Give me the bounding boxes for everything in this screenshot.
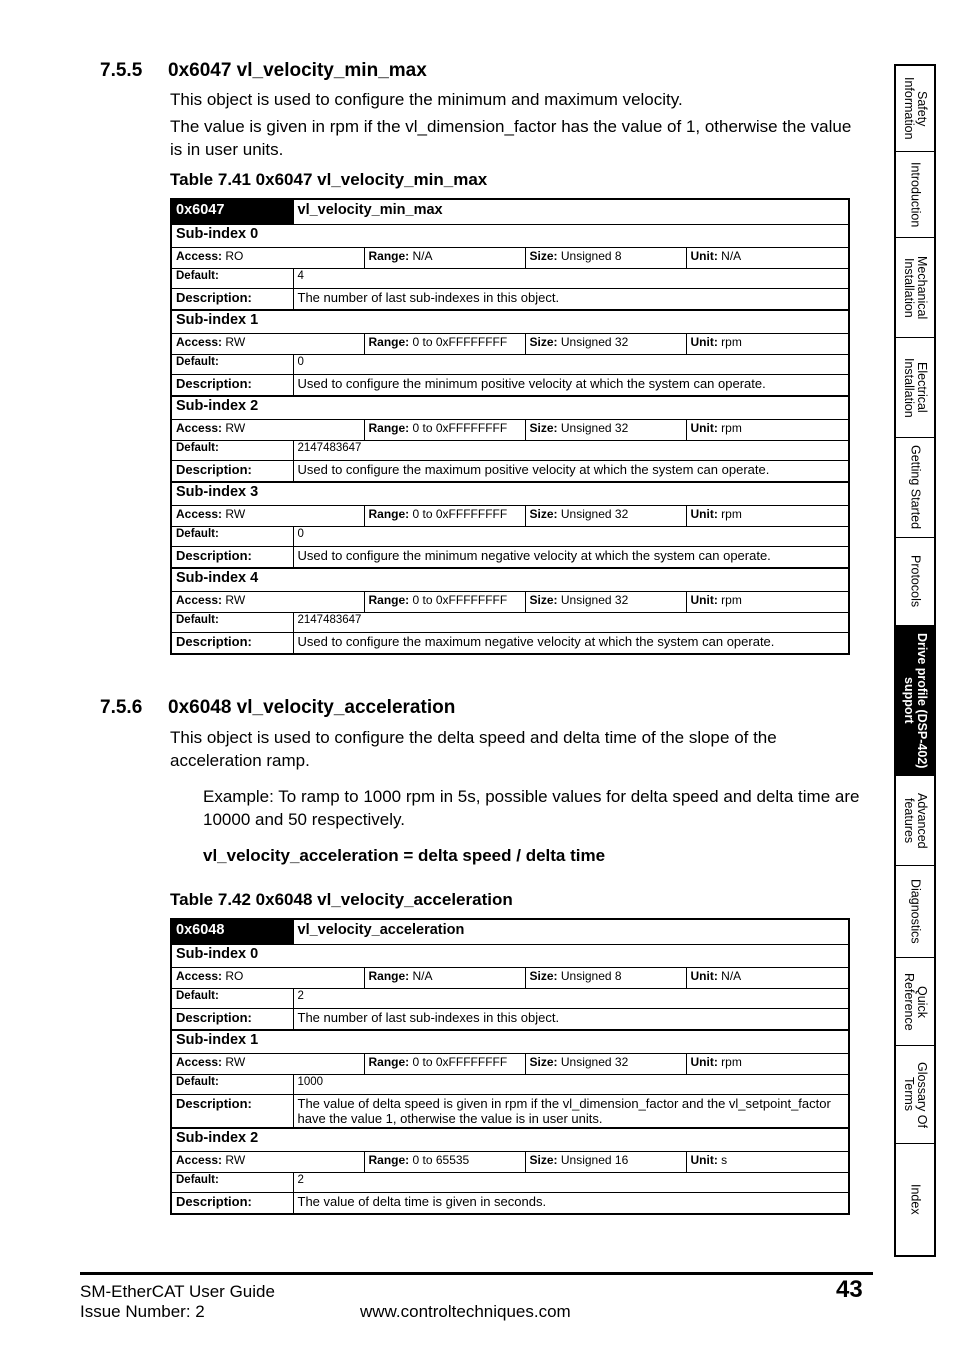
object-name: vl_velocity_min_max — [293, 199, 849, 225]
field-value: rpm — [721, 593, 742, 607]
default-label: Default: — [171, 989, 293, 1009]
subindex-title-row — [171, 945, 849, 968]
access-row — [171, 968, 849, 989]
default-value: 2 — [293, 989, 849, 1009]
section-paragraph: This object is used to configure the delta speed and delta time of the slope of the acceleration ramp. — [170, 728, 777, 770]
access-row — [171, 248, 849, 269]
field-label: Size: — [529, 507, 558, 521]
chapter-tab[interactable] — [896, 152, 934, 238]
range-cell — [364, 506, 525, 527]
table-header-row — [171, 919, 849, 945]
section-number: 7.5.5 — [100, 60, 143, 81]
table-header-row — [171, 199, 849, 225]
object-table-0x6047 — [170, 198, 850, 655]
chapter-tab[interactable] — [896, 776, 934, 866]
field-value: 0 to 0xFFFFFFFF — [412, 421, 508, 435]
field-value: Unsigned 8 — [560, 249, 622, 263]
footer-rule — [80, 1272, 873, 1275]
field-label: Size: — [529, 593, 558, 607]
subindex-title-row — [171, 225, 849, 248]
chapter-tab[interactable] — [896, 538, 934, 626]
description-row — [171, 1095, 849, 1129]
access-cell — [171, 420, 364, 441]
section-paragraph: This object is used to configure the minimum and maximum velocity. — [170, 90, 683, 109]
section-heading-7-5-6 — [100, 697, 455, 719]
chapter-tab-label: Safety Information — [902, 77, 929, 140]
field-value: Unsigned 8 — [560, 969, 622, 983]
field-label: Range: — [368, 421, 410, 435]
field-label: Size: — [529, 421, 558, 435]
object-index: 0x6048 — [171, 919, 293, 945]
unit-cell — [686, 1152, 849, 1173]
field-label: Unit: — [690, 969, 718, 983]
default-row — [171, 1173, 849, 1193]
field-value: RO — [225, 249, 244, 263]
default-row — [171, 269, 849, 289]
default-value: 4 — [293, 269, 849, 289]
size-cell — [525, 592, 686, 613]
default-value: 2147483647 — [293, 441, 849, 461]
chapter-tab-label: Glossary Of Terms — [902, 1061, 929, 1128]
default-row — [171, 355, 849, 375]
section-paragraph: The value is given in rpm if the vl_dimension_factor has the value of 1, otherwise the value is in user units. — [170, 117, 852, 159]
chapter-tab-label: Introduction — [908, 161, 923, 228]
chapter-tab[interactable] — [896, 438, 934, 538]
field-value: 0 to 0xFFFFFFFF — [412, 1055, 508, 1069]
field-value: 0 to 0xFFFFFFFF — [412, 593, 508, 607]
table-caption: Table 7.41 0x6047 vl_velocity_min_max — [170, 170, 488, 189]
field-label: Access: — [176, 335, 223, 349]
access-cell — [171, 592, 364, 613]
field-label: Size: — [529, 249, 558, 263]
unit-cell — [686, 420, 849, 441]
default-label: Default: — [171, 1075, 293, 1095]
field-value: 0 to 65535 — [412, 1153, 470, 1167]
footer-issue-number: Issue Number: 2 — [80, 1302, 205, 1321]
description-label: Description: — [171, 289, 293, 311]
description-value: The value of delta time is given in seconds. — [293, 1193, 849, 1215]
field-value: N/A — [412, 249, 433, 263]
field-value: RW — [225, 1153, 246, 1167]
field-label: Access: — [176, 1153, 223, 1167]
field-label: Access: — [176, 507, 223, 521]
description-value: The value of delta speed is given in rpm if the vl_dimension_factor and the vl_setpoint_factor have the value 1, otherwise the value is in user units. — [293, 1095, 849, 1129]
field-label: Unit: — [690, 1055, 718, 1069]
description-row — [171, 461, 849, 483]
range-cell — [364, 968, 525, 989]
range-cell — [364, 248, 525, 269]
chapter-tab-label: Mechanical Installation — [902, 255, 929, 320]
size-cell — [525, 334, 686, 355]
chapter-tab-label: Protocols — [908, 555, 923, 608]
field-value: rpm — [721, 335, 742, 349]
field-value: rpm — [721, 1055, 742, 1069]
default-value: 0 — [293, 355, 849, 375]
default-value: 2 — [293, 1173, 849, 1193]
field-label: Size: — [529, 1055, 558, 1069]
field-value: 0 to 0xFFFFFFFF — [412, 335, 508, 349]
default-row — [171, 527, 849, 547]
subindex-title-row — [171, 1030, 849, 1054]
access-row — [171, 592, 849, 613]
field-value: RO — [225, 969, 244, 983]
description-label: Description: — [171, 1095, 293, 1129]
access-cell — [171, 968, 364, 989]
chapter-tab[interactable] — [896, 66, 934, 152]
chapter-tab[interactable] — [896, 238, 934, 338]
field-value: s — [721, 1153, 728, 1167]
subindex-title-row — [171, 396, 849, 420]
description-label: Description: — [171, 547, 293, 569]
field-label: Access: — [176, 1055, 223, 1069]
field-label: Unit: — [690, 593, 718, 607]
footer-guide-title: SM-EtherCAT User Guide — [80, 1282, 275, 1301]
size-cell — [525, 968, 686, 989]
field-label: Range: — [368, 1153, 410, 1167]
field-value: Unsigned 32 — [560, 1055, 629, 1069]
default-value: 1000 — [293, 1075, 849, 1095]
size-cell — [525, 506, 686, 527]
field-label: Range: — [368, 969, 410, 983]
object-index: 0x6047 — [171, 199, 293, 225]
field-label: Access: — [176, 249, 223, 263]
field-value: Unsigned 16 — [560, 1153, 629, 1167]
default-label: Default: — [171, 269, 293, 289]
field-label: Unit: — [690, 1153, 718, 1167]
table-body — [171, 919, 849, 1214]
description-row — [171, 1193, 849, 1215]
description-row — [171, 633, 849, 655]
unit-cell — [686, 248, 849, 269]
formula: vl_velocity_acceleration = delta speed / delta time — [203, 846, 606, 865]
table-caption: Table 7.42 0x6048 vl_velocity_acceleration — [170, 890, 513, 909]
unit-cell — [686, 1054, 849, 1075]
field-value: Unsigned 32 — [560, 335, 629, 349]
field-label: Size: — [529, 1153, 558, 1167]
table-body — [171, 199, 849, 654]
access-cell — [171, 248, 364, 269]
subindex-title-row — [171, 310, 849, 334]
default-label: Default: — [171, 441, 293, 461]
subindex-title: Sub-index 2 — [171, 1128, 849, 1152]
field-label: Range: — [368, 1055, 410, 1069]
description-label: Description: — [171, 1009, 293, 1031]
access-row — [171, 1054, 849, 1075]
chapter-tab-label: Drive profile (DSP-402) support — [902, 632, 929, 769]
subindex-title: Sub-index 3 — [171, 482, 849, 506]
default-row — [171, 613, 849, 633]
field-label: Unit: — [690, 335, 718, 349]
chapter-tab-label: Index — [908, 1184, 923, 1215]
object-table-0x6048 — [170, 918, 850, 1215]
description-value: Used to configure the maximum negative velocity at which the system can operate. — [293, 633, 849, 655]
range-cell — [364, 1152, 525, 1173]
default-value: 2147483647 — [293, 613, 849, 633]
chapter-tab[interactable] — [896, 626, 934, 776]
subindex-title: Sub-index 1 — [171, 1030, 849, 1054]
section-heading-7-5-5 — [100, 60, 427, 82]
field-value: rpm — [721, 507, 742, 521]
section-title: 0x6047 vl_velocity_min_max — [168, 60, 427, 81]
access-cell — [171, 506, 364, 527]
description-label: Description: — [171, 1193, 293, 1215]
footer-website: www.controltechniques.com — [360, 1302, 571, 1321]
access-cell — [171, 334, 364, 355]
access-row — [171, 334, 849, 355]
subindex-title: Sub-index 0 — [171, 945, 849, 968]
size-cell — [525, 420, 686, 441]
field-label: Unit: — [690, 249, 718, 263]
field-label: Access: — [176, 421, 223, 435]
subindex-title: Sub-index 2 — [171, 396, 849, 420]
chapter-tab-label: Diagnostics — [908, 879, 923, 944]
field-value: RW — [225, 507, 246, 521]
description-value: Used to configure the minimum negative velocity at which the system can operate. — [293, 547, 849, 569]
object-name: vl_velocity_acceleration — [293, 919, 849, 945]
description-row — [171, 547, 849, 569]
section-title: 0x6048 vl_velocity_acceleration — [168, 697, 456, 718]
subindex-title: Sub-index 1 — [171, 310, 849, 334]
default-row — [171, 441, 849, 461]
field-value: N/A — [412, 969, 433, 983]
size-cell — [525, 248, 686, 269]
field-label: Unit: — [690, 421, 718, 435]
subindex-title-row — [171, 568, 849, 592]
field-value: RW — [225, 1055, 246, 1069]
subindex-title: Sub-index 4 — [171, 568, 849, 592]
field-label: Access: — [176, 593, 223, 607]
subindex-title-row — [171, 482, 849, 506]
size-cell — [525, 1152, 686, 1173]
description-value: Used to configure the maximum positive velocity at which the system can operate. — [293, 461, 849, 483]
field-value: rpm — [721, 421, 742, 435]
chapter-tabs — [894, 64, 936, 1257]
field-label: Range: — [368, 335, 410, 349]
example-paragraph: Example: To ramp to 1000 rpm in 5s, possible values for delta speed and delta time are 10000 and 50 respectively. — [203, 787, 860, 829]
field-label: Size: — [529, 335, 558, 349]
field-value: Unsigned 32 — [560, 593, 629, 607]
range-cell — [364, 1054, 525, 1075]
section-number: 7.5.6 — [100, 697, 143, 718]
chapter-tab-label: Advanced features — [902, 792, 929, 849]
chapter-tab[interactable] — [896, 1144, 934, 1255]
description-row — [171, 1009, 849, 1031]
description-value: Used to configure the minimum positive velocity at which the system can operate. — [293, 375, 849, 397]
field-value: Unsigned 32 — [560, 421, 629, 435]
default-label: Default: — [171, 613, 293, 633]
field-label: Range: — [368, 249, 410, 263]
field-value: RW — [225, 421, 246, 435]
field-value: N/A — [721, 969, 742, 983]
default-label: Default: — [171, 1173, 293, 1193]
field-value: RW — [225, 335, 246, 349]
subindex-title-row — [171, 1128, 849, 1152]
description-label: Description: — [171, 375, 293, 397]
description-row — [171, 375, 849, 397]
access-row — [171, 506, 849, 527]
chapter-tab[interactable] — [896, 338, 934, 438]
field-value: 0 to 0xFFFFFFFF — [412, 507, 508, 521]
access-row — [171, 1152, 849, 1173]
unit-cell — [686, 968, 849, 989]
field-label: Unit: — [690, 507, 718, 521]
description-value: The number of last sub-indexes in this object. — [293, 1009, 849, 1031]
chapter-tab[interactable] — [896, 1046, 934, 1144]
description-label: Description: — [171, 461, 293, 483]
default-row — [171, 1075, 849, 1095]
description-label: Description: — [171, 633, 293, 655]
description-value: The number of last sub-indexes in this object. — [293, 289, 849, 311]
field-label: Range: — [368, 593, 410, 607]
range-cell — [364, 334, 525, 355]
default-row — [171, 989, 849, 1009]
default-value: 0 — [293, 527, 849, 547]
size-cell — [525, 1054, 686, 1075]
field-value: N/A — [721, 249, 742, 263]
default-label: Default: — [171, 355, 293, 375]
unit-cell — [686, 506, 849, 527]
field-label: Range: — [368, 507, 410, 521]
access-cell — [171, 1054, 364, 1075]
chapter-tab[interactable] — [896, 958, 934, 1046]
description-row — [171, 289, 849, 311]
access-row — [171, 420, 849, 441]
default-label: Default: — [171, 527, 293, 547]
chapter-tab-label: Quick Reference — [902, 972, 929, 1031]
chapter-tab-label: Getting Started — [908, 445, 923, 530]
range-cell — [364, 592, 525, 613]
subindex-title: Sub-index 0 — [171, 225, 849, 248]
field-value: Unsigned 32 — [560, 507, 629, 521]
chapter-tab-label: Electrical Installation — [902, 357, 929, 418]
unit-cell — [686, 334, 849, 355]
field-value: RW — [225, 593, 246, 607]
chapter-tab[interactable] — [896, 866, 934, 958]
page-number: 43 — [836, 1276, 863, 1303]
unit-cell — [686, 592, 849, 613]
field-label: Size: — [529, 969, 558, 983]
field-label: Access: — [176, 969, 223, 983]
access-cell — [171, 1152, 364, 1173]
range-cell — [364, 420, 525, 441]
